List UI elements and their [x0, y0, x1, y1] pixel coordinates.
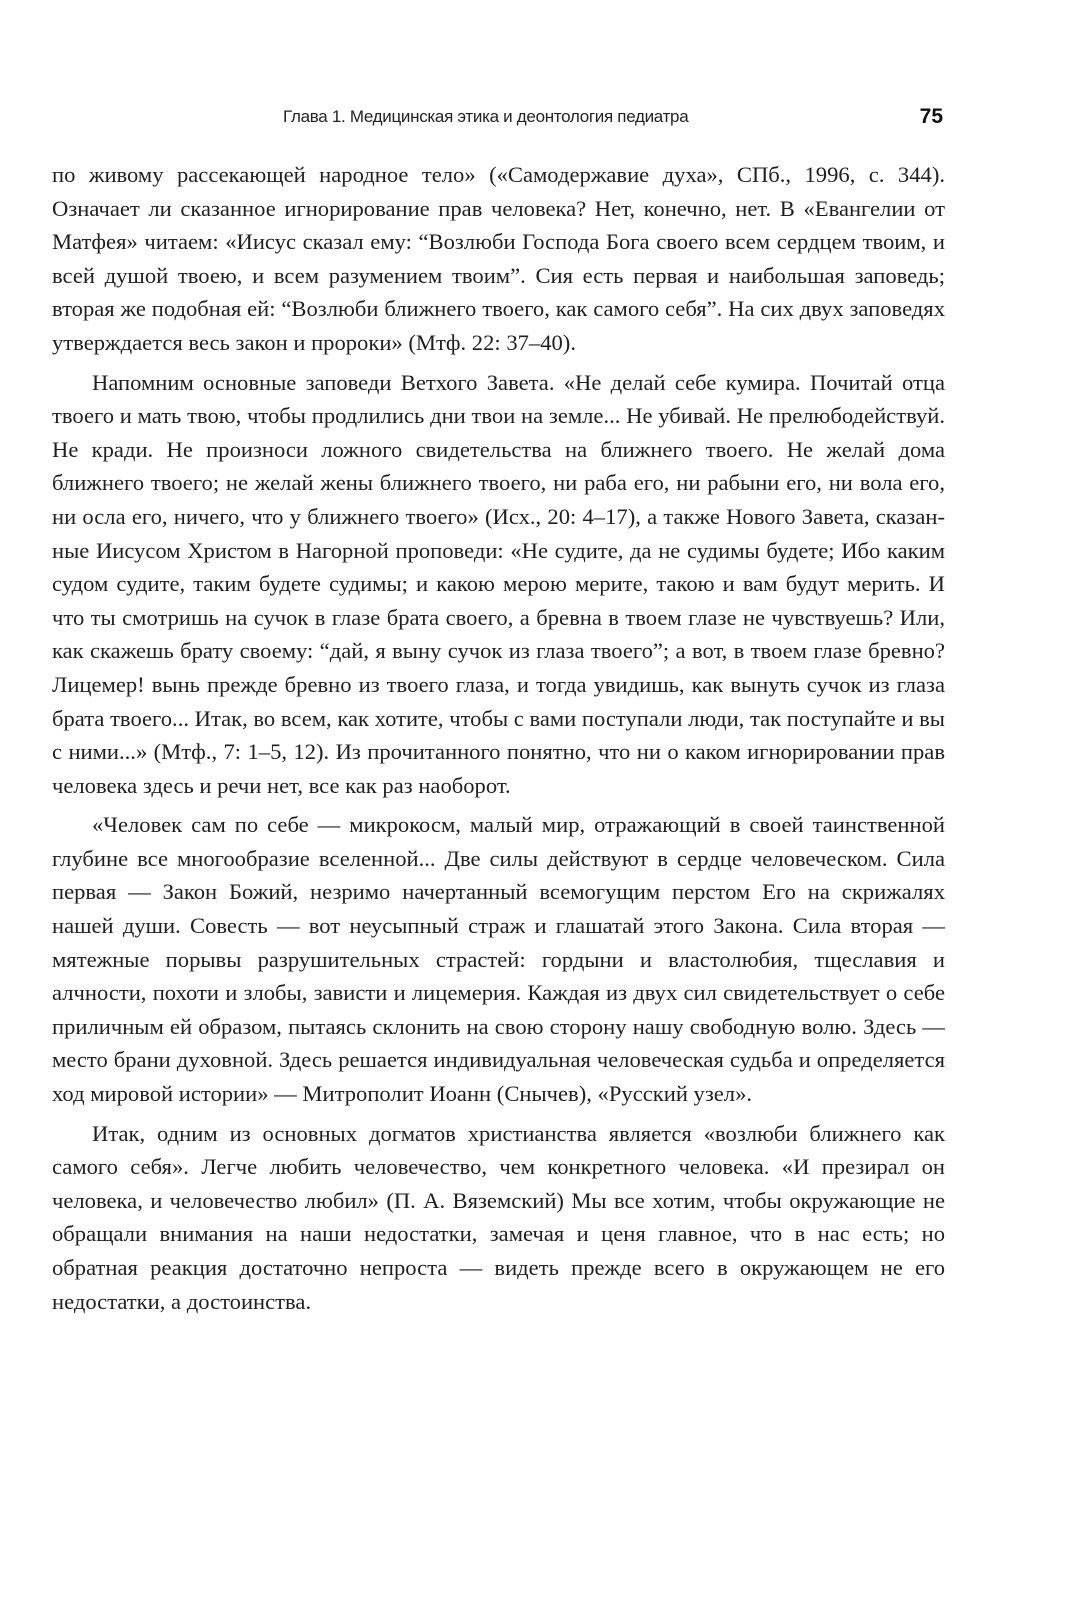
- paragraph-microcosm-quote: «Человек сам по себе — микрокосм, малый мир, отражающий в своей таинственной глубине все многообразие вселенной... Две силы действуют в сердце человеческом. Сила первая — Закон Божий, незримо начертанный всемогущим перстом Его на скрижалях нашей души. Совесть — вот неусыпный страж и глашатай этого Закона. Сила вторая — мятежные порывы разрушительных страстей: гордыни и властолюбия, тщеславия и алчности, похоти и злобы, зависти и лицемерия. Каждая из двух сил свидетельствует о себе приличным ей образом, пытаясь склонить на свою сторону нашу свободную волю. Здесь — место брани духовной. Здесь решается индивидуальная человеческая судьба и определяется ход мировой истории» — Митрополит Иоанн (Снычев), «Русский узел».: [52, 812, 945, 1107]
- paragraph-commandments: Напомним основные заповеди Ветхого Завета. «Не делай себе кумира. Почитай отца твоего и мать твою, чтобы продлились дни твои на земле... Не убивай. Не прелюбодействуй. Не кради. Не произноси ложного свидетельства на ближнего твоего. Не желай дома ближнего твоего; не желай жены ближнего твоего, ни раба его, ни рабыни его, ни вола его, ни осла его, ничего, что у ближнего твоего» (Исх., 20: 4–17), а также Нового Завета, сказанные Иисусом Христом в Нагорной проповеди: «Не судите, да не судимы будете; Ибо каким судом судите, таким будете судимы; и какою мерою мерите, такою и вам будут мерить. И что ты смотришь на сучок в глазе брата своего, а бревна в твоем глазе не чувствуешь? Или, как скажешь брату своему: “дай, я выну сучок из глаза твоего”; а вот, в твоем глазе бревно? Лицемер! вынь прежде бревно из твоего глаза, и тогда увидишь, как вынуть сучок из глаза брата твоего... Итак, во всем, как хотите, чтобы с вами поступали люди, так поступайте и вы с ними...» (Мтф., 7: 1–5, 12). Из прочитанного понятно, что ни о каком игнорировании прав человека здесь и речи нет, все как раз наоборот.: [52, 369, 945, 798]
- chapter-running-title: Глава 1. Медицинская этика и деонтология педиатра: [283, 107, 689, 126]
- paragraph-love-thy-neighbor: Итак, одним из основных догматов христианства является «возлюби ближнего как самого себя». Легче любить человечество, чем конкретного человека. «И презирал он человека, и человечество любил» (П. А. Вяземский) Мы все хотим, чтобы окружающие не обращали внимания на наши недостатки, замечая и ценя главное, что в нас есть; но обратная реакция достаточно непроста — видеть прежде всего в окружающем не его недостатки, а достоинства.: [52, 1120, 945, 1314]
- paragraph-continuation: по живому рассекающей народное тело» («Самодержавие духа», СПб., 1996, с. 344). Означает ли сказанное игнорирование прав человека? Нет, конечно, нет. В «Евангелии от Матфея» читаем: «Иисус сказал ему: “Возлюби Господа Бога своего всем сердцем твоим, и всей душой твоею, и всем разумением твоим”. Сия есть первая и наибольшая заповедь; вторая же подобная ей: “Возлюби ближнего твоего, как самого себя”. На сих двух заповедях утверждается весь закон и пророки» (Мтф. 22: 37–40).: [52, 162, 945, 355]
- page-number: 75: [919, 105, 943, 128]
- running-head: [283, 107, 943, 133]
- body-text: [52, 158, 945, 1322]
